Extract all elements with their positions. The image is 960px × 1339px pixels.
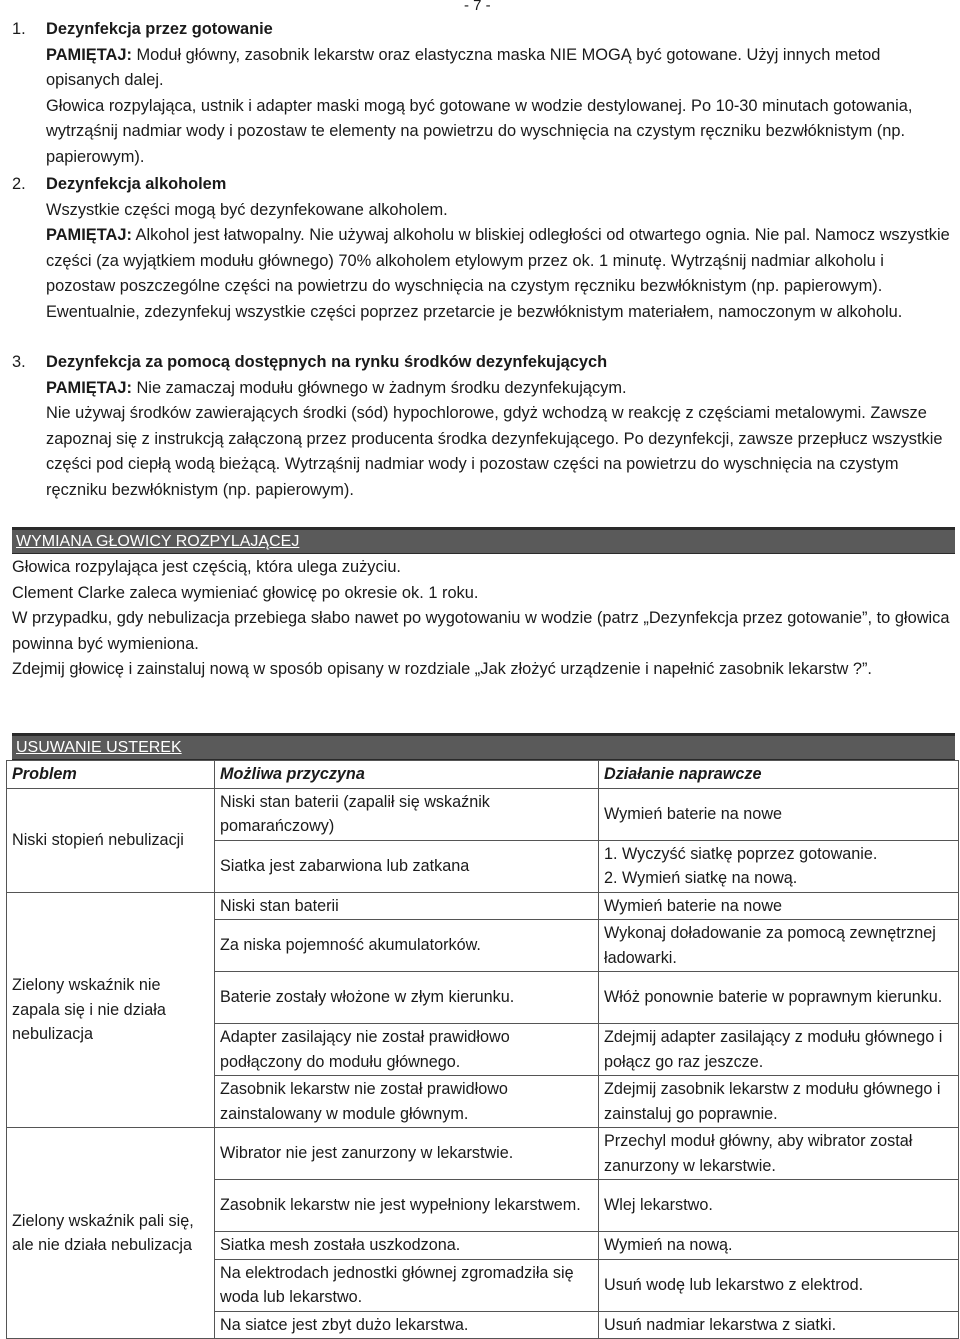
section-disinfectants bbox=[12, 350, 952, 503]
cause-cell: Niski stan baterii (zapalił się wskaźnik pomarańczowy) bbox=[215, 788, 599, 840]
column-header-problem: Problem bbox=[7, 761, 215, 789]
warning-note bbox=[12, 376, 952, 402]
action-step: 1. Wyczyść siatkę poprzez gotowanie. bbox=[604, 844, 878, 863]
section-text: Nie używaj środków zawierających środki (sód) hypochlorowe, gdyż wchodzą w reakcję z częściami metalowymi. Zawsze zapoznaj się z instrukcją załączoną przez producenta środka dezynfekującego. Po dezynfekcji, zawsze przepłucz wszystkie części pod ciepłą wodą bieżącą. Wytrząśnij nadmiar wody i pozostaw części na powietrzu do wyschnięcia na czystym ręczniku bezwłóknistym (np. papierowym). bbox=[46, 404, 943, 499]
cause-cell: Na elektrodach jednostki głównej zgromadziła się woda lub lekarstwo. bbox=[215, 1259, 599, 1311]
warning-label: PAMIĘTAJ: bbox=[46, 378, 132, 397]
cause-cell: Na siatce jest zbyt dużo lekarstwa. bbox=[215, 1311, 599, 1339]
warning-text: Nie zamaczaj modułu głównego w żadnym środku dezynfekującym. bbox=[131, 378, 627, 397]
action-cell: Usuń wodę lub lekarstwo z elektrod. bbox=[599, 1259, 959, 1311]
problem-cell: Zielony wskaźnik pali się, ale nie działa nebulizacja bbox=[7, 1128, 215, 1339]
cause-cell: Zasobnik lekarstw nie jest wypełniony lekarstwem. bbox=[215, 1180, 599, 1232]
column-header-cause: Możliwa przyczyna bbox=[215, 761, 599, 789]
paragraph: Głowica rozpylająca jest częścią, która ulega zużyciu. bbox=[12, 558, 401, 576]
table-header-row bbox=[7, 761, 959, 789]
action-cell: Wymień na nową. bbox=[599, 1232, 959, 1260]
warning-note bbox=[12, 43, 952, 94]
cause-cell: Siatka jest zabarwiona lub zatkana bbox=[215, 840, 599, 892]
section-boiling bbox=[12, 17, 952, 170]
cause-cell: Siatka mesh została uszkodzona. bbox=[215, 1232, 599, 1260]
problem-cell: Niski stopień nebulizacji bbox=[7, 788, 215, 892]
section-text: Głowica rozpylająca, ustnik i adapter maski mogą być gotowane w wodzie destylowanej. Po 10-30 minutach gotowania, wytrząśnij nadmiar wody i pozostaw te elementy na powietrzu do wyschnięcia na czystym ręczniku bezwłóknistym (np. papierowym). bbox=[46, 96, 913, 166]
cause-cell: Niski stan baterii bbox=[215, 892, 599, 920]
action-cell: Zdejmij adapter zasilający z modułu głównego i połącz go raz jeszcze. bbox=[599, 1024, 959, 1076]
cause-cell: Baterie zostały włożone w złym kierunku. bbox=[215, 972, 599, 1024]
heading-text: USUWANIE USTEREK bbox=[16, 739, 182, 756]
section-title: Dezynfekcja za pomocą dostępnych na rynku środków dezynfekujących bbox=[46, 353, 608, 371]
paragraph: Zdejmij głowicę i zainstaluj nową w sposób opisany w rozdziale „Jak złożyć urządzenie i napełnić zasobnik lekarstw ?”. bbox=[12, 660, 872, 679]
section-number: 3. bbox=[12, 353, 26, 371]
action-cell: Usuń nadmiar lekarstwa z siatki. bbox=[599, 1311, 959, 1339]
table-row bbox=[7, 1128, 959, 1180]
section-title: Dezynfekcja alkoholem bbox=[46, 175, 227, 193]
action-cell: Wykonaj doładowanie za pomocą zewnętrznej ładowarki. bbox=[599, 920, 959, 972]
cause-cell: Adapter zasilający nie został prawidłowo podłączony do modułu głównego. bbox=[215, 1024, 599, 1076]
section-alcohol bbox=[12, 172, 952, 325]
action-cell: Wlej lekarstwo. bbox=[599, 1180, 959, 1232]
page-number: - 7 - bbox=[464, 0, 491, 14]
warning-label: PAMIĘTAJ: bbox=[46, 226, 132, 244]
paragraph: Clement Clarke zaleca wymieniać głowicę po okresie ok. 1 roku. bbox=[12, 583, 479, 602]
action-step: 2. Wymień siatkę na nową. bbox=[604, 869, 798, 887]
action-cell: Wymień baterie na nowe bbox=[599, 788, 959, 840]
warning-note bbox=[12, 223, 952, 325]
section-heading-replacement bbox=[12, 527, 955, 554]
table-row bbox=[7, 788, 959, 840]
cause-cell: Za niska pojemność akumulatorków. bbox=[215, 920, 599, 972]
cause-cell: Wibrator nie jest zanurzony w lekarstwie. bbox=[215, 1128, 599, 1180]
replacement-text bbox=[12, 555, 952, 683]
section-text: Wszystkie części mogą być dezynfekowane alkoholem. bbox=[46, 200, 448, 219]
problem-cell: Zielony wskaźnik nie zapala się i nie działa nebulizacja bbox=[7, 892, 215, 1128]
action-cell: Przechyl moduł główny, aby wibrator został zanurzony w lekarstwie. bbox=[599, 1128, 959, 1180]
warning-label: PAMIĘTAJ: bbox=[46, 45, 132, 64]
warning-text: Alkohol jest łatwopalny. Nie używaj alkoholu w bliskiej odległości od otwartego ognia. Nie pal. Namocz wszystkie części (za wyjątkiem modułu głównego) 70% alkoholem etylowym przez ok. 1 minutę. Wytrząśnij nadmiar alkoholu i pozostaw poszczególne części na powietrzu do wyschnięcia na czystym ręczniku bezwłóknistym (np. papierowym). Ewentualnie, zdezynfekuj wszystkie części poprzez przetarcie je bezwłóknistym materiałem, namoczonym w alkoholu. bbox=[46, 226, 950, 321]
action-cell: Włóż ponownie baterie w poprawnym kierunku. bbox=[599, 972, 959, 1024]
paragraph: W przypadku, gdy nebulizacja przebiega słabo nawet po wygotowaniu w wodzie (patrz „Dezynfekcja przez gotowanie”, to głowica powinna być wymieniona. bbox=[12, 609, 950, 653]
action-cell: Zdejmij zasobnik lekarstw z modułu głównego i zainstaluj go poprawnie. bbox=[599, 1076, 959, 1128]
action-cell bbox=[599, 840, 959, 892]
table-row bbox=[7, 892, 959, 920]
warning-text: Moduł główny, zasobnik lekarstw oraz elastyczna maska NIE MOGĄ być gotowane. Użyj innych metod opisanych dalej. bbox=[46, 45, 881, 89]
troubleshooting-table bbox=[6, 760, 959, 1339]
section-number: 2. bbox=[12, 175, 26, 193]
action-cell: Wymień baterie na nowe bbox=[599, 892, 959, 920]
section-number: 1. bbox=[12, 20, 26, 38]
cause-cell: Zasobnik lekarstw nie został prawidłowo zainstalowany w module głównym. bbox=[215, 1076, 599, 1128]
section-title: Dezynfekcja przez gotowanie bbox=[46, 20, 273, 38]
column-header-action: Działanie naprawcze bbox=[599, 761, 959, 789]
heading-text: WYMIANA GŁOWICY ROZPYLAJĄCEJ bbox=[16, 533, 300, 550]
section-heading-troubleshooting bbox=[12, 733, 955, 760]
